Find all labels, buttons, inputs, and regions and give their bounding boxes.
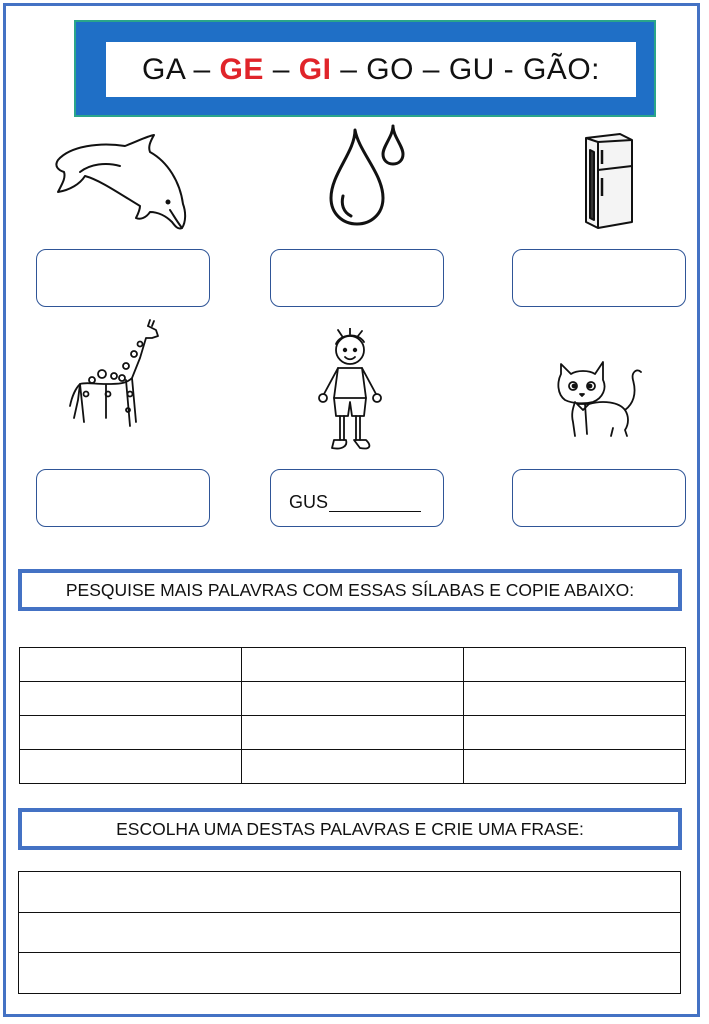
title-part-gi: GI [298,52,332,86]
answer-box-drop[interactable] [270,249,444,307]
word-cell[interactable] [242,648,464,682]
answer-box-dolphin[interactable] [36,249,210,307]
word-cell[interactable] [20,648,242,682]
sentence-instruction-banner [18,808,682,850]
title-part-rest: – GO – GU - GÃO: [331,52,600,86]
word-cell[interactable] [242,682,464,716]
title-part-ge: GE [219,52,264,86]
title-part-sep: – [263,52,299,86]
refrigerator-icon [576,130,636,232]
word-cell[interactable] [464,716,686,750]
word-cell[interactable] [464,682,686,716]
word-cell[interactable] [464,648,686,682]
giraffe-icon [66,318,164,430]
sentence-line[interactable] [19,912,681,953]
answer-box-cat[interactable] [512,469,686,527]
word-cell[interactable] [20,716,242,750]
word-cell[interactable] [242,750,464,784]
sentence-line[interactable] [19,953,681,994]
cat-icon [553,358,645,440]
dolphin-icon [50,132,190,232]
title-part-ga: GA – [142,52,220,86]
title-banner [74,20,656,117]
sentence-line[interactable] [19,872,681,913]
answer-box-refrigerator[interactable] [512,249,686,307]
word-cell[interactable] [20,682,242,716]
search-instruction-banner [18,569,682,611]
sentence-instruction-text: ESCOLHA UMA DESTAS PALAVRAS E CRIE UMA FRASE: [116,818,584,839]
water-drops-icon [325,122,410,230]
answer-box-boy[interactable] [270,469,444,527]
page-title [106,42,636,97]
word-cell[interactable] [242,716,464,750]
answer-box-giraffe[interactable] [36,469,210,527]
word-cell[interactable] [20,750,242,784]
boy-word-blank[interactable] [329,511,421,512]
word-grid [19,647,686,784]
sentence-lines [18,871,681,994]
word-cell[interactable] [464,750,686,784]
search-instruction-text: PESQUISE MAIS PALAVRAS COM ESSAS SÍLABAS E COPIE ABAIXO: [65,579,635,600]
boy-icon [314,328,386,458]
boy-word-prefix: GUS [289,492,329,512]
